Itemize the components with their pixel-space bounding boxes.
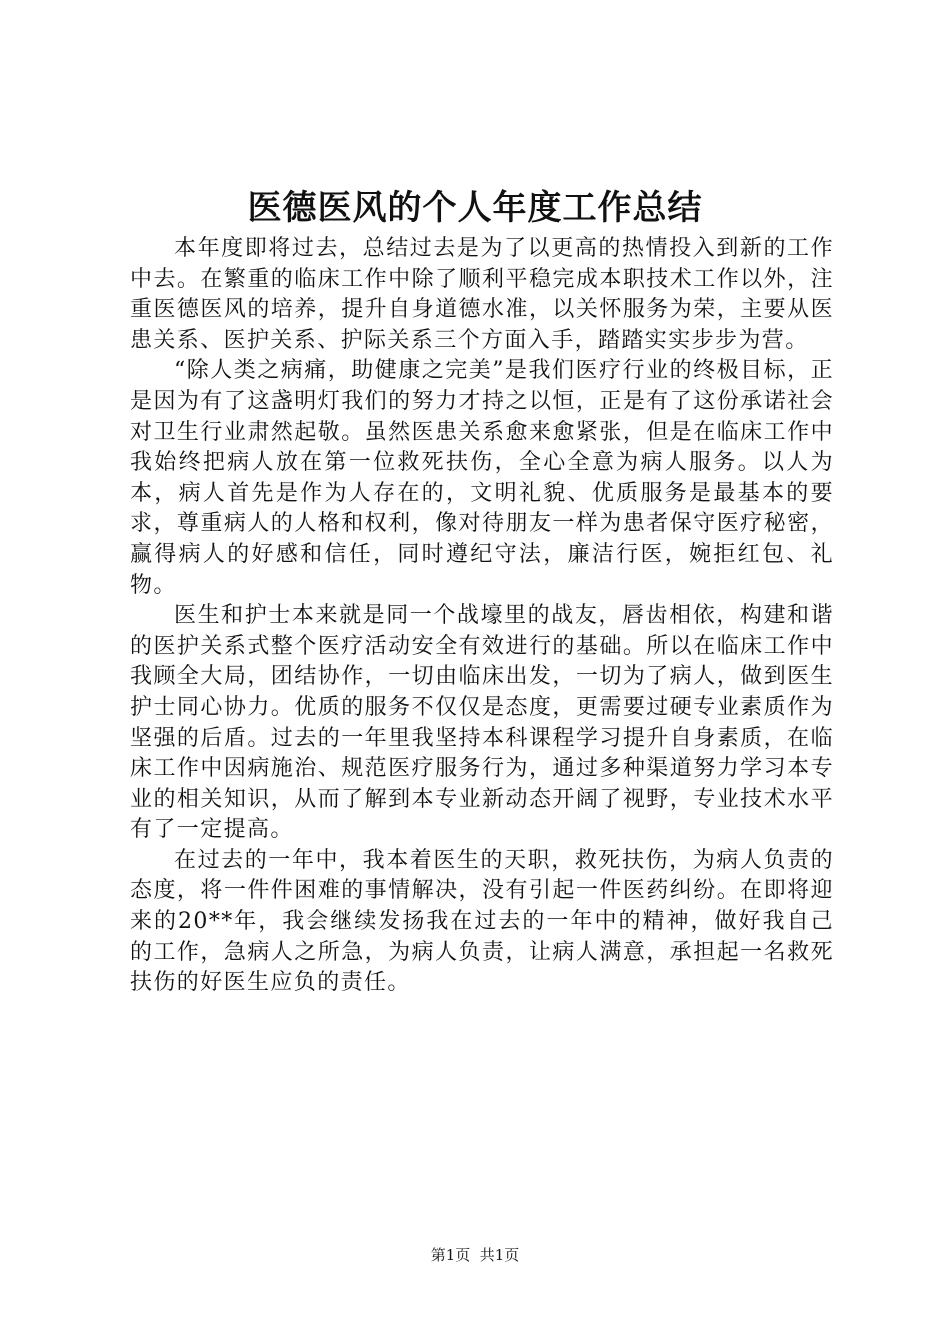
document-title: 医德医风的个人年度工作总结 (247, 188, 703, 228)
paragraph-3: 医生和护士本来就是同一个战壕里的战友，唇齿相依，构建和谐的医护关系式整个医疗活动安全有效进行的基础。所以在临床工作中我顾全大局，团结协作，一切由临床出发，一切为了病人，做到医生护士同心协力。优质的服务不仅仅是态度，更需要过硬专业素质作为坚强的后盾。过去的一年里我坚持本科课程学习提升自身素质，在临床工作中因病施治、规范医疗服务行为，通过多种渠道努力学习本专业的相关知识，从而了解到本专业新动态开阔了视野，专业技术水平有了一定提高。 (130, 603, 834, 843)
paragraph-1: 本年度即将过去，总结过去是为了以更高的热情投入到新的工作中去。在繁重的临床工作中除了顺利平稳完成本职技术工作以外，注重医德医风的培养，提升自身道德水准，以关怀服务为荣，主要从医患关系、医护关系、护际关系三个方面入手，踏踏实实步步为营。 (130, 236, 834, 353)
paragraph-4: 在过去的一年中，我本着医生的天职，救死扶伤，为病人负责的态度，将一件件困难的事情解决，没有引起一件医药纠纷。在即将迎来的20**年，我会继续发扬我在过去的一年中的精神，做好我自己的工作，急病人之所急，为病人负责，让病人满意，承担起一名救死扶伤的好医生应负的责任。 (130, 847, 834, 996)
page-footer (0, 1245, 950, 1265)
document-body (130, 234, 834, 999)
paragraph-2: “除人类之病痛，助健康之完美”是我们医疗行业的终极目标，正是因为有了这盏明灯我们的努力才持之以恒，正是有了这份承诺社会对卫生行业肃然起敬。虽然医患关系愈来愈紧张，但是在临床工作中我始终把病人放在第一位救死扶伤，全心全意为病人服务。以人为本，病人首先是作为人存在的，文明礼貌、优质服务是最基本的要求，尊重病人的人格和权利，像对待朋友一样为患者保守医疗秘密，赢得病人的好感和信任，同时遵纪守法，廉洁行医，婉拒红包、礼物。 (130, 358, 834, 598)
page-number: 第1页 共1页 (430, 1246, 520, 1264)
